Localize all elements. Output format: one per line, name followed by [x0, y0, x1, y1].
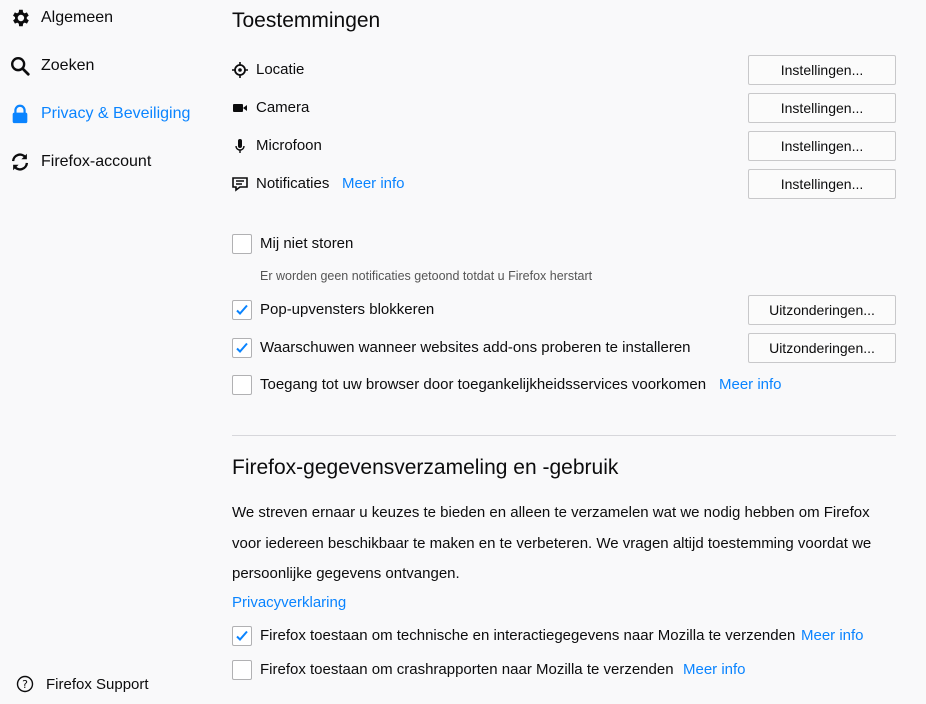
- sidebar-item-firefox-account[interactable]: [0, 142, 205, 182]
- crash-reports-label: Firefox toestaan om crashrapporten naar Mozilla te verzenden: [260, 661, 674, 678]
- block-popups-checkbox[interactable]: [232, 300, 252, 320]
- do-not-disturb-hint: Er worden geen notificaties getoond totdat u Firefox herstart: [260, 269, 593, 283]
- telemetry-learn-more-link[interactable]: Meer info: [801, 627, 864, 644]
- sidebar-item-label: Firefox-account: [41, 153, 152, 170]
- telemetry-row: [232, 621, 896, 651]
- sidebar-item-label: Privacy & Beveiliging: [41, 105, 191, 122]
- location-icon: [232, 62, 248, 78]
- microphone-settings-button[interactable]: Instellingen...: [748, 131, 896, 161]
- sidebar-item-label: Algemeen: [41, 9, 114, 26]
- telemetry-label: Firefox toestaan om technische en interactiegegevens naar Mozilla te verzenden: [260, 627, 796, 644]
- support-label: Firefox Support: [46, 676, 149, 693]
- sidebar: [0, 0, 205, 704]
- do-not-disturb-label: Mij niet storen: [260, 235, 354, 252]
- permission-row-notifications: [232, 169, 896, 199]
- permission-row-camera: [232, 93, 896, 123]
- do-not-disturb-row: [232, 229, 896, 259]
- accessibility-row: [232, 370, 896, 400]
- telemetry-checkbox[interactable]: [232, 626, 252, 646]
- data-collection-description: We streven ernaar u keuzes te bieden en alleen te verzamelen wat we nodig hebben om Firefox voor iedereen beschikbaar te maken en te verbeteren. We vragen altijd toestemming voordat we persoonlijke gegevens ontvangen.: [232, 504, 872, 582]
- search-icon: [8, 54, 32, 78]
- location-settings-button[interactable]: Instellingen...: [748, 55, 896, 85]
- sidebar-item-privacy[interactable]: [0, 94, 205, 134]
- accessibility-learn-more-link[interactable]: Meer info: [719, 376, 782, 393]
- gear-icon: [8, 6, 32, 30]
- crash-reports-row: [232, 655, 896, 685]
- notification-icon: [232, 176, 248, 192]
- microphone-icon: [232, 138, 248, 154]
- camera-icon: [232, 100, 248, 116]
- privacy-notice-link[interactable]: Privacyverklaring: [232, 594, 347, 611]
- block-popups-row: [232, 295, 896, 325]
- notifications-settings-button[interactable]: Instellingen...: [748, 169, 896, 199]
- permission-label: Camera: [256, 99, 310, 116]
- accessibility-label: Toegang tot uw browser door toegankelijkheidsservices voorkomen: [260, 376, 707, 393]
- crash-reports-checkbox[interactable]: [232, 660, 252, 680]
- warn-addons-row: [232, 333, 896, 363]
- data-collection-heading: Firefox-gegevensverzameling en -gebruik: [232, 456, 619, 479]
- sidebar-item-zoeken[interactable]: [0, 46, 205, 86]
- checkmark-icon: [235, 303, 249, 317]
- notifications-learn-more-link[interactable]: Meer info: [342, 175, 405, 192]
- help-icon: [16, 675, 34, 693]
- popups-exceptions-button[interactable]: Uitzonderingen...: [748, 295, 896, 325]
- permission-label: Notificaties: [256, 175, 330, 192]
- permissions-heading: Toestemmingen: [232, 9, 381, 32]
- section-divider: [232, 435, 896, 436]
- checkmark-icon: [235, 629, 249, 643]
- do-not-disturb-checkbox[interactable]: [232, 234, 252, 254]
- permission-row-microphone: [232, 131, 896, 161]
- svg-text:?: ?: [22, 678, 28, 691]
- lock-icon: [8, 102, 32, 126]
- checkmark-icon: [235, 341, 249, 355]
- sync-icon: [8, 150, 32, 174]
- firefox-support-link[interactable]: [0, 666, 205, 704]
- warn-addons-label: Waarschuwen wanneer websites add-ons proberen te installeren: [260, 339, 691, 356]
- addons-exceptions-button[interactable]: Uitzonderingen...: [748, 333, 896, 363]
- camera-settings-button[interactable]: Instellingen...: [748, 93, 896, 123]
- permission-row-location: [232, 55, 896, 85]
- main-content: [232, 0, 896, 704]
- sidebar-item-label: Zoeken: [41, 57, 95, 74]
- block-popups-label: Pop-upvensters blokkeren: [260, 301, 435, 318]
- warn-addons-checkbox[interactable]: [232, 338, 252, 358]
- permission-label: Microfoon: [256, 137, 322, 154]
- accessibility-checkbox[interactable]: [232, 375, 252, 395]
- crash-reports-learn-more-link[interactable]: Meer info: [683, 661, 746, 678]
- sidebar-item-algemeen[interactable]: [0, 0, 205, 38]
- permission-label: Locatie: [256, 61, 305, 78]
